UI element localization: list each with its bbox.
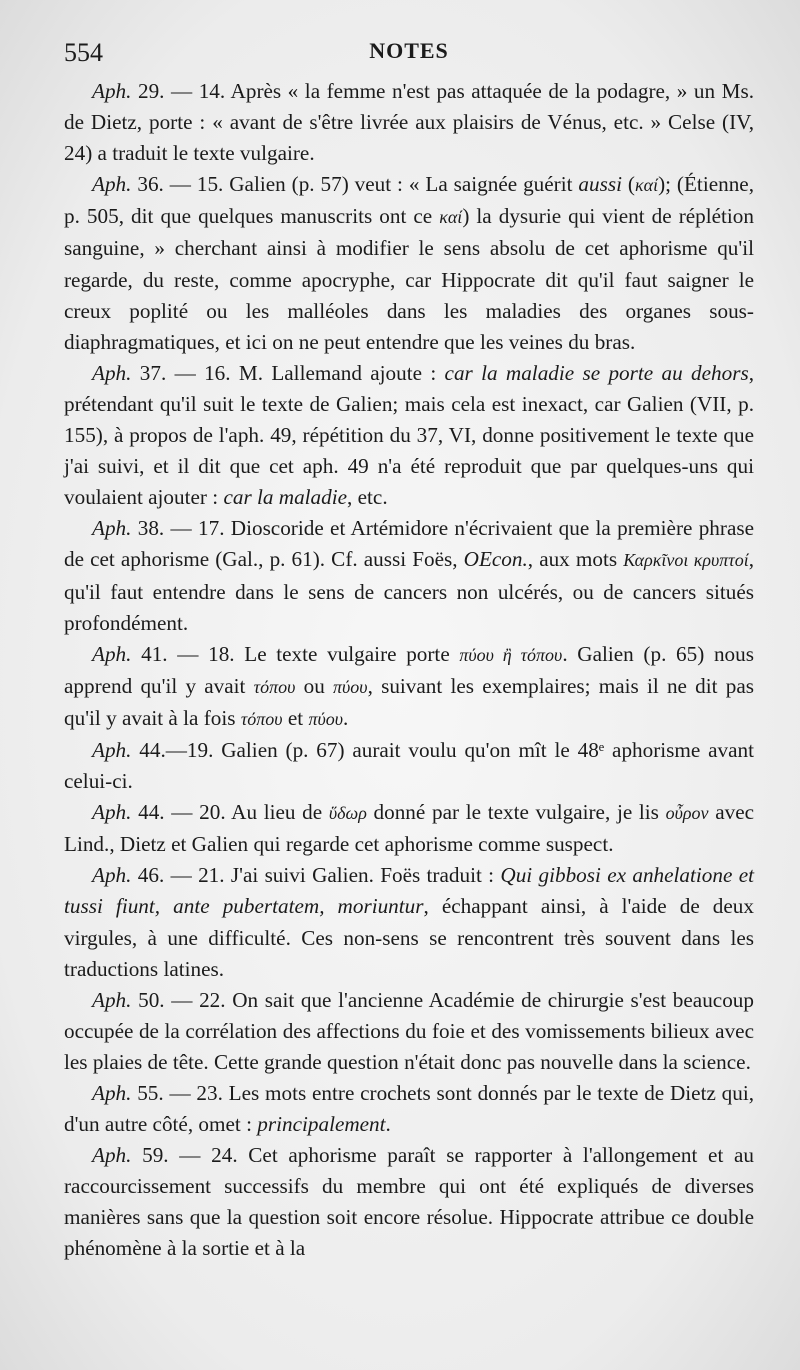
aphorism-label: Aph. (92, 360, 132, 385)
note-paragraph (64, 358, 754, 513)
styled-text: καί (439, 207, 463, 228)
aphorism-label: Aph. (92, 737, 132, 762)
note-text: . Galien (p. 65) nous apprend qu'il y avait (64, 641, 754, 698)
note-text: 44. — 20. Au lieu de (131, 800, 329, 825)
aphorism-label: Aph. (92, 641, 132, 666)
note-paragraph (64, 1140, 754, 1264)
note-text: 59. — 24. Cet aphorisme paraît se rapporter à l'allongement et au raccourcissement successifs du membre qui ont été expliqués de diverses manières sans que la question soit encore résolue. Hippocrate attribue ce double phénomène à la sortie et à la (64, 1143, 754, 1261)
note-paragraph (64, 639, 754, 735)
note-text: , aux mots (527, 547, 624, 572)
page-header (64, 30, 754, 74)
styled-text: OEcon. (463, 547, 528, 572)
styled-text: car la maladie se porte au dehors (444, 360, 749, 385)
note-text: donné par le texte vulgaire, je lis (366, 800, 666, 825)
note-text: , prétendant qu'il suit le texte de Galien; mais cela est inexact, car Galien (VII, p. 155), à propos de l'aph. 49, répétition du 37, VI, donne positivement le texte que j'ai suivi, et il dit que cet aph. 49 n'a été reproduit que par quelques-uns qui voulaient ajouter : (64, 360, 754, 510)
styled-text: πύου ἢ τόπου (459, 644, 563, 665)
note-text: ou (295, 673, 334, 698)
note-text: 55. — 23. Les mots entre crochets sont donnés par le texte de Dietz qui, d'un autre côté, omet : (64, 1081, 754, 1137)
aphorism-label: Aph. (92, 863, 132, 888)
note-text: ) la dysurie qui vient de réplétion sanguine, » cherchant ainsi à modifier le sens absolu de cet aphorisme qu'il regarde, du reste, comme apocryphe, car Hippocrate dit qu'il faut saigner le creux poplité ou les malléoles dans les maladies des organes sous-diaphragmatiques, et ici on ne peut entendre que les veines du bras. (64, 204, 754, 354)
styled-text: principalement (257, 1112, 386, 1137)
styled-text: car la maladie (223, 485, 348, 510)
styled-text: Qui gibbosi ex anhelatione et tussi fiunt, ante pubertatem, moriuntur (64, 863, 754, 919)
note-text: , suivant les exemplaires; mais il ne dit pas qu'il y avait à la fois (64, 673, 754, 730)
note-text: avec Lind., Dietz et Galien qui regarde cet aphorisme comme suspect. (64, 800, 755, 857)
styled-text: πύου (333, 676, 368, 697)
note-paragraph (64, 169, 754, 358)
note-text: et (282, 705, 309, 730)
note-text: 46. — 21. J'ai suivi Galien. Foës traduit : (131, 863, 501, 888)
aphorism-label: Aph. (92, 800, 132, 825)
note-text: ); (Étienne, p. 505, dit que quelques manuscrits ont ce (64, 172, 754, 229)
styled-text: πύου (308, 708, 343, 729)
aphorism-label: Aph. (92, 172, 132, 197)
note-text: 44.—19. Galien (p. 67) aurait voulu qu'on mît le 48ᵉ aphorisme avant celui-ci. (64, 737, 754, 794)
styled-text: οὖρον (665, 803, 709, 824)
note-paragraph (64, 513, 754, 638)
styled-text: ὕδωρ (328, 803, 367, 824)
styled-text: καί (634, 175, 659, 196)
aphorism-label: Aph. (92, 516, 132, 541)
styled-text: Καρκῖνοι κρυπτοί (623, 550, 749, 571)
styled-text: τόπου (240, 708, 283, 729)
note-text: 50. — 22. On sait que l'ancienne Académie de chirurgie s'est beaucoup occupée de la corrélation des affections du foie et des vomissements bilieux avec les plaies de tête. Cette grande question n'était donc pas nouvelle dans la science. (64, 987, 754, 1074)
note-paragraph (64, 76, 754, 169)
note-text: . (342, 705, 349, 730)
note-paragraph (64, 1078, 754, 1140)
aphorism-label: Aph. (92, 1081, 132, 1105)
note-paragraph (64, 735, 754, 797)
note-text: , échappant ainsi, à l'aide de deux virgules, à une difficulté. Ces non-sens se rencontrent très souvent dans les traductions latines. (64, 894, 754, 981)
note-paragraph (64, 985, 754, 1078)
note-text: 38. — 17. Dioscoride et Artémidore n'écrivaient que la première phrase de cet aphorisme (Gal., p. 61). Cf. aussi Foës, (64, 516, 754, 572)
note-text: . (385, 1112, 391, 1137)
note-text: 41. — 18. Le texte vulgaire porte (131, 641, 460, 666)
notes-body (64, 76, 754, 1265)
styled-text: τόπου (253, 676, 296, 697)
styled-text: aussi (578, 172, 622, 197)
page-number: 554 (64, 38, 103, 67)
note-text: , etc. (347, 485, 388, 510)
note-paragraph (64, 797, 754, 860)
note-text: 37. — 16. M. Lallemand ajoute : (131, 360, 445, 385)
aphorism-label: Aph. (92, 987, 132, 1012)
note-paragraph (64, 860, 754, 984)
running-title: NOTES (369, 38, 449, 63)
note-text: , qu'il faut entendre dans le sens de cancers non ulcérés, ou de cancers situés profondément. (64, 547, 754, 635)
note-text: 29. — 14. Après « la femme n'est pas attaquée de la podagre, » un Ms. de Dietz, porte : « avant de s'être livrée aux plaisirs de Vénus, etc. » Celse (IV, 24) a traduit le texte vulgaire. (64, 79, 754, 166)
aphorism-label: Aph. (92, 79, 132, 103)
aphorism-label: Aph. (92, 1143, 132, 1168)
note-text: 36. — 15. Galien (p. 57) veut : « La saignée guérit (131, 172, 579, 197)
note-text: ( (622, 172, 635, 197)
